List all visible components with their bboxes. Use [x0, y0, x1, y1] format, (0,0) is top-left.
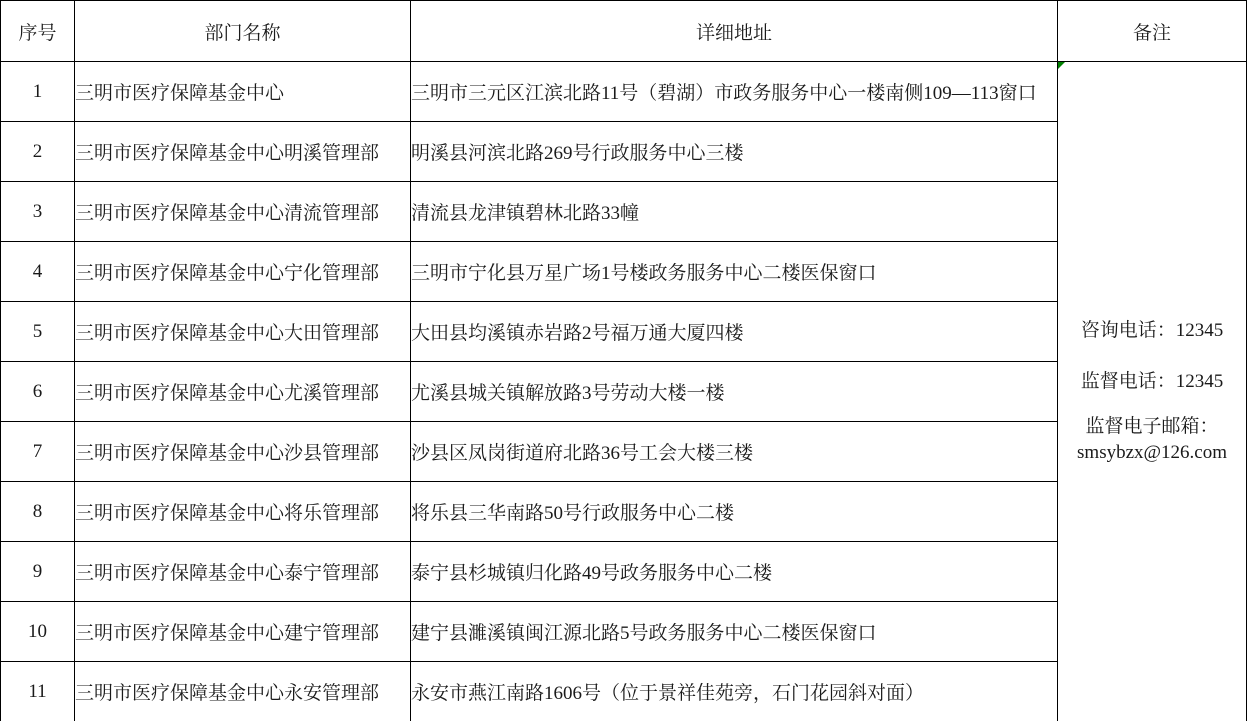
supervise-email-value: smsybzx@126.com: [1077, 441, 1227, 463]
department-name-cell: 三明市医疗保障基金中心建宁管理部: [75, 602, 411, 662]
department-name-cell: 三明市医疗保障基金中心: [75, 62, 411, 122]
serial-cell: 6: [1, 362, 75, 422]
address-cell: 大田县均溪镇赤岩路2号福万通大厦四楼: [411, 302, 1058, 362]
department-name-cell: 三明市医疗保障基金中心将乐管理部: [75, 482, 411, 542]
remarks-content: [1058, 318, 1246, 466]
col-header-serial: 序号: [1, 1, 75, 62]
serial-cell: 8: [1, 482, 75, 542]
address-cell: 永安市燕江南路1606号（位于景祥佳苑旁，石门花园斜对面）: [411, 662, 1058, 721]
serial-cell: 5: [1, 302, 75, 362]
department-name-cell: 三明市医疗保障基金中心沙县管理部: [75, 422, 411, 482]
supervise-email-label: 监督电子邮箱：: [1085, 415, 1219, 437]
serial-cell: 11: [1, 662, 75, 721]
department-name-cell: 三明市医疗保障基金中心清流管理部: [75, 182, 411, 242]
green-triangle-icon: [1058, 62, 1065, 69]
department-name-cell: 三明市医疗保障基金中心尤溪管理部: [75, 362, 411, 422]
address-cell: 三明市三元区江滨北路11号（碧湖）市政务服务中心一楼南侧109—113窗口: [411, 62, 1058, 122]
department-name-cell: 三明市医疗保障基金中心永安管理部: [75, 662, 411, 721]
col-header-address: 详细地址: [411, 1, 1058, 62]
table-row: [1, 62, 1247, 122]
table-header-row: [1, 1, 1247, 62]
department-name-cell: 三明市医疗保障基金中心明溪管理部: [75, 122, 411, 182]
address-cell: 泰宁县杉城镇归化路49号政务服务中心二楼: [411, 542, 1058, 602]
address-cell: 三明市宁化县万星广场1号楼政务服务中心二楼医保窗口: [411, 242, 1058, 302]
serial-cell: 9: [1, 542, 75, 602]
address-cell: 明溪县河滨北路269号行政服务中心三楼: [411, 122, 1058, 182]
department-name-cell: 三明市医疗保障基金中心大田管理部: [75, 302, 411, 362]
address-cell: 尤溪县城关镇解放路3号劳动大楼一楼: [411, 362, 1058, 422]
supervise-phone-line: 监督电话：12345: [1080, 370, 1224, 392]
remarks-merged-cell: [1058, 62, 1247, 721]
address-cell: 建宁县濉溪镇闽江源北路5号政务服务中心二楼医保窗口: [411, 602, 1058, 662]
serial-cell: 10: [1, 602, 75, 662]
col-header-name: 部门名称: [75, 1, 411, 62]
address-cell: 沙县区凤岗街道府北路36号工会大楼三楼: [411, 422, 1058, 482]
address-cell: 清流县龙津镇碧林北路33幢: [411, 182, 1058, 242]
col-header-remarks: 备注: [1058, 1, 1247, 62]
serial-cell: 2: [1, 122, 75, 182]
serial-cell: 1: [1, 62, 75, 122]
serial-cell: 4: [1, 242, 75, 302]
department-name-cell: 三明市医疗保障基金中心宁化管理部: [75, 242, 411, 302]
serial-cell: 7: [1, 422, 75, 482]
consult-phone-line: 咨询电话：12345: [1080, 319, 1224, 341]
address-cell: 将乐县三华南路50号行政服务中心二楼: [411, 482, 1058, 542]
department-name-cell: 三明市医疗保障基金中心泰宁管理部: [75, 542, 411, 602]
serial-cell: 3: [1, 182, 75, 242]
